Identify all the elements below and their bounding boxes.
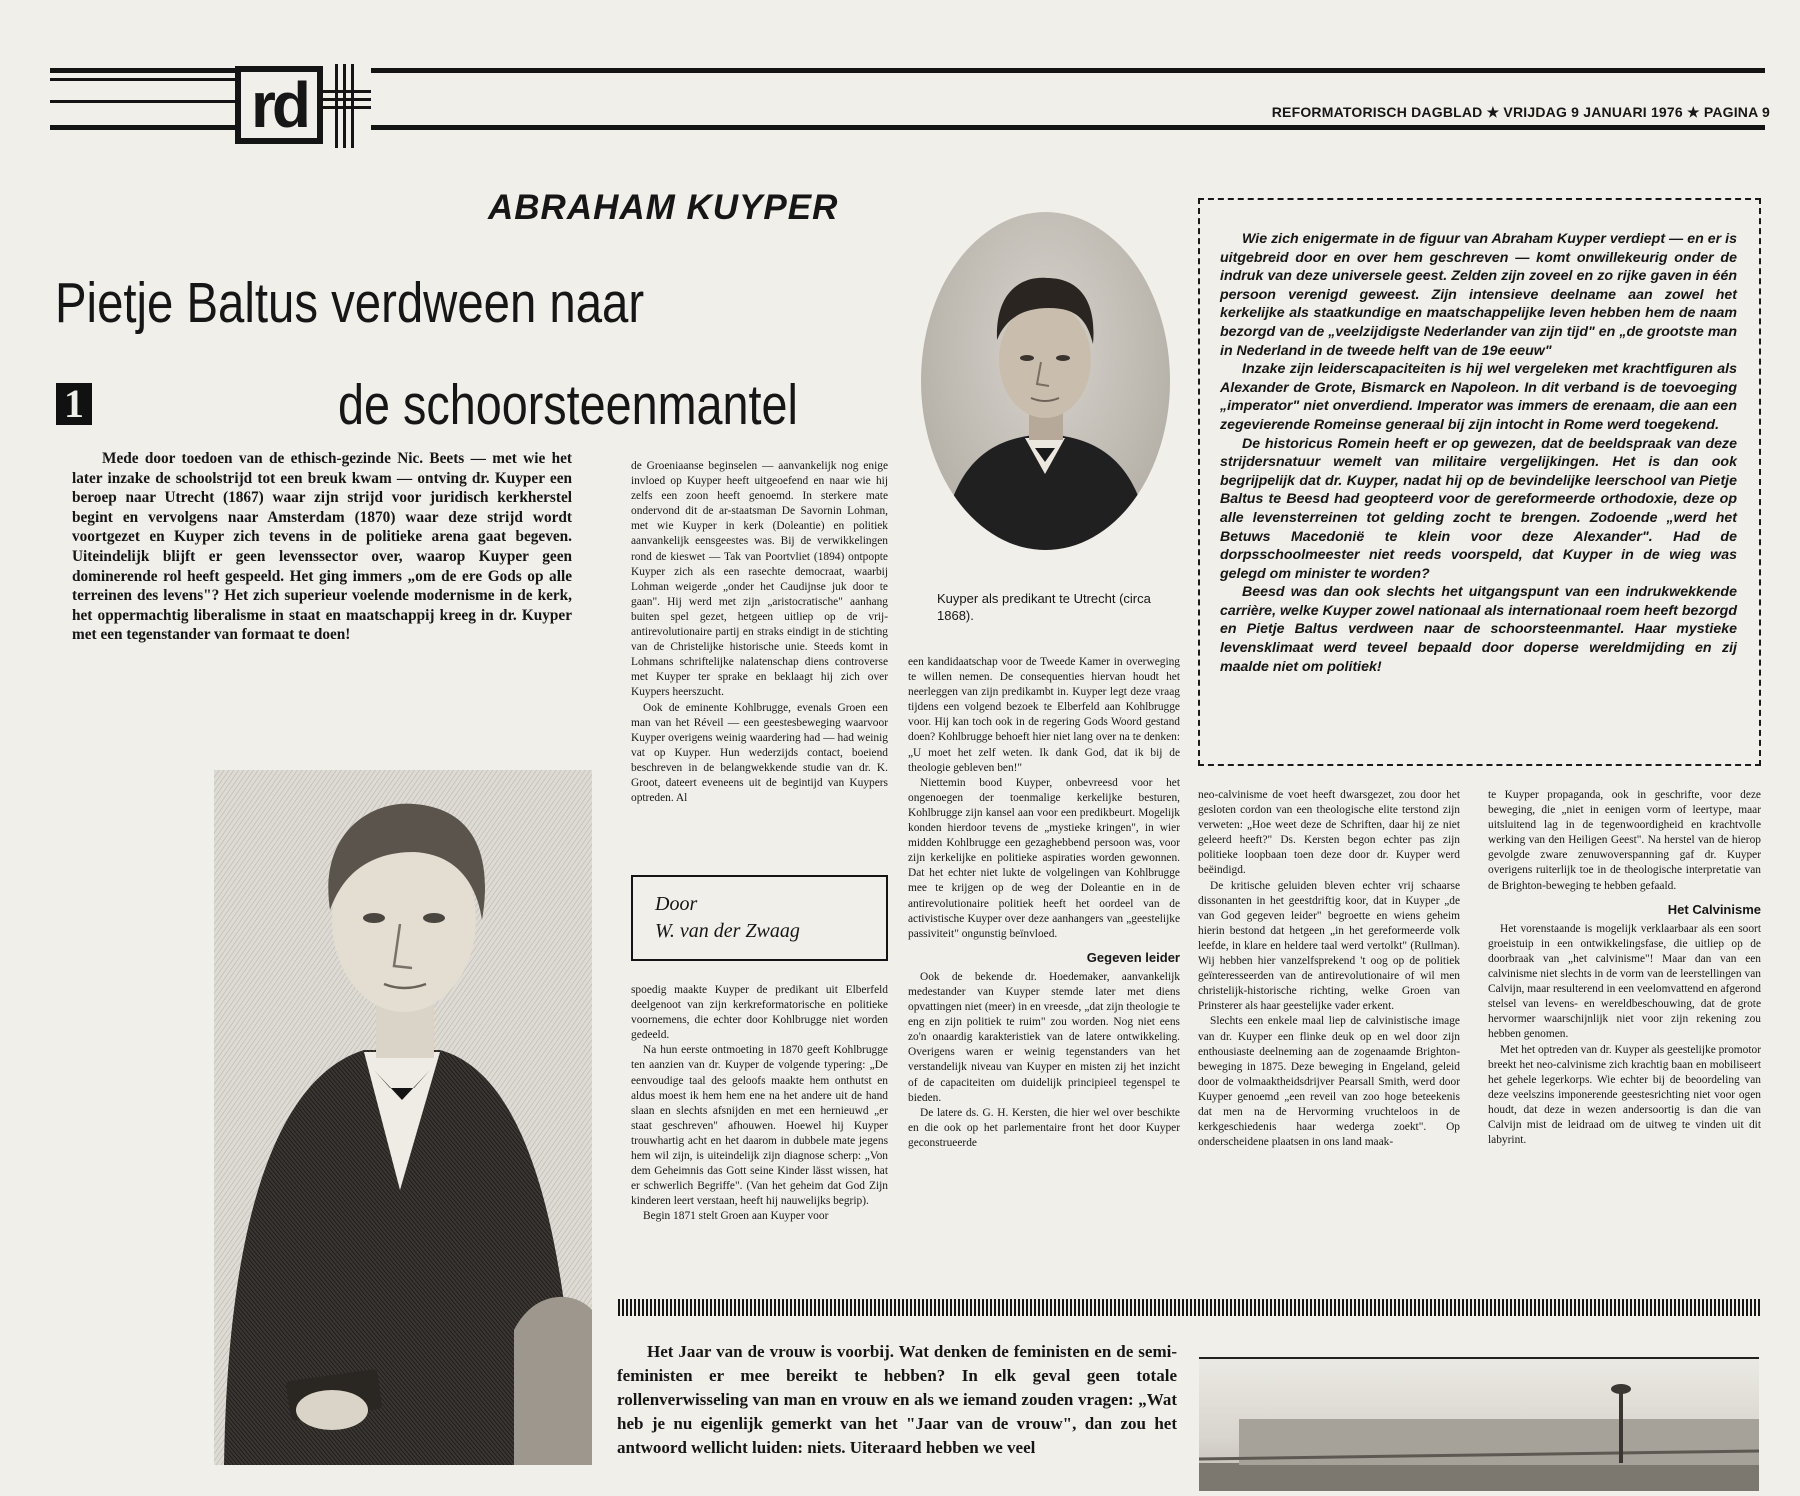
paragraph: Het vorenstaande is mogelijk verklaarbaar als een soort groeistuip in een ontwikkelingsfase, die uitliep op de doorbraak van „het calvinisme"! Maar dan van een calvinisme niet slechts in de vorm van de leerstellingen van Calvijn, maar resulterend in een veelomvattend en afgerond stelsel van levens- en wereldbeschouwing, dat de grote hervormer waarschijnlijk niet voor zijn rekening zou hebben genomen.: [1488, 922, 1761, 1041]
sidebar-quote-box: [1198, 198, 1761, 766]
paragraph: de Groeniaanse beginselen — aanvankelijk nog enige invloed op Kuyper heeft uitgeoefend en naar wie hij zelfs een zoon heeft genoemd. In sterkere mate ondervond dit de ar-staatsman De Savornin Lohman, met wie Kuyper in kerk (Doleantie) en politiek aanvankelijk eensgeestes was. Bij de verwikkelingen rond de kieswet — Tak van Poortvliet (1894) ontpopte Kuyper zich als een rasechte democraat, waarbij Lohman weigerde „onder het Caudijnse juk door te gaan". Hij werd met zijn „aristocratische" aanhang buiten spel gezet, hetgeen uitliep op de vrij-antirevolutionaire partij en straks eindigt in de stichting van de Christelijke historische unie. Steeds komt in Lohmans schriftelijke nalatenschap diens controverse met Kuyper ter sprake en beklaagt hij zich over Kuypers heerszucht.: [631, 460, 888, 699]
masthead-rule-bottom-right: [371, 125, 1765, 130]
masthead-rule-bottom: [50, 125, 235, 130]
sidebar-paragraph: De historicus Romein heeft er op gewezen, dat de beeldspraak van deze strijdersnatuur wemelt van militaire vergelijkingen. Het is dan ook begrijpelijk dat dr. Kuyper, nadat hij op de bevindelijke leerschool van Pietje Baltus te Beesd had geopteerd voor de gereformeerde orthodoxie, deze op alle levensterreinen tot gelding zocht te brengen. Zodoende „werd het Betuws Macedonië te klein voor deze Alexander". Had de dorpsschoolmeester niet reeds voorspeld, dat Kuyper in de wieg was gelegd om minister te worden?: [1220, 435, 1737, 582]
masthead-rule-mid-left: [50, 100, 235, 103]
newspaper-logo: rd: [235, 66, 323, 144]
byline-box: [631, 875, 888, 961]
article-column-2: [631, 459, 888, 806]
photo-caption: Kuyper als predikant te Utrecht (circa 1868).: [937, 591, 1151, 623]
paragraph: spoedig maakte Kuyper de predikant uit Elberfeld deelgenoot van zijn kerkreformatorische en politieke voornemens, die echter door Kohlbrugge niet worden gedeeld.: [631, 984, 888, 1042]
article-lead: Mede door toedoen van de ethisch-gezinde Nic. Beets — met wie het later inzake de schoolstrijd tot een breuk kwam — ontving dr. Kuyper een beroep naar Utrecht (1867) waar zijn strijd voor juridisch kerkherstel begint en vervolgens naar Amsterdam (1870) waar deze strijd wordt voortgezet en Kuyper zich tevens in de politieke arena gaat begeven. Uiteindelijk blijft er geen levenssector over, waarop Kuyper geen dominerende rol heeft gespeeld. Het ging immers „om de ere Gods op alle terreinen des levens"? Het zich superieur voelende modernisme in de kerk, het oppermachtig liberalisme in staat en maatschappij kreeg in dr. Kuyper met een tegenstander van formaat te doen!: [72, 450, 572, 644]
paragraph: Begin 1871 stelt Groen aan Kuyper voor: [643, 1210, 829, 1223]
paragraph: te Kuyper propaganda, ook in geschrifte, voor deze beweging, die „niet in eenigen vorm of leertype, maar uitsluitend lag in de tegenwoordigheid en krachtvolle werking van den Heiligen Geest". Na herstel van de hierop gevolgde zware zenuwoverspanning gaf dr. Kuyper overigens ruiterlijk toe in de theologische interpretatie van de Brighton-beweging te hebben gefaald.: [1488, 789, 1761, 892]
article-column-2-continued: [631, 983, 888, 1225]
masthead-cross-icon: [323, 64, 371, 148]
kuyper-engraving-portrait: [214, 770, 592, 1465]
masthead-rule-top: [50, 68, 235, 73]
paragraph: een kandidaatschap voor de Tweede Kamer in overweging te willen nemen. De consequenties hiervan houdt het neerleggen van zijn predikambt in. Kuyper legt deze vraag tijdens een volgend bezoek te Elberfeld aan Kohlbrugge voor. Hij kan toch ook in de regering Gods Woord gestand doen? Kohlbrugge behoeft hier niet lang over na te denken: „U moet het zelf weten. Ik dank God, dat ik bij de theologie gebleven ben!": [908, 656, 1180, 774]
paragraph: De kritische geluiden bleven echter vrij schaarse dissonanten in het geestdriftig koor, dat in Kuyper „de van God gegeven leider" begroette en wiens geheim hierin bestond dat hetgeen „in het gereformeerde volk leefde, in klare en heldere taal werd vertolkt" (Rullman). Wij hebben hier vanzelfsprekend 't oog op de politiek geïnteresseerden van de antirevolutionaire of wil men christelijk-historische richting, welke Groen van Prinsterer als haar geestelijke vader erkent.: [1198, 879, 1460, 1013]
sidebar-paragraph: Wie zich enigermate in de figuur van Abraham Kuyper verdiept — en er is uitgebreid door en over hem geschreven — komt onwillekeurig onder de indruk van deze universele geest. Zelden zijn zoveel en zo rijke gaven in één persoon verenigd geweest. Zijn intensieve deelname aan zowel het kerkelijke als staatkundige en maatschappelijke leven hebben hem de naam bezorgd van de „veelzijdigste Nederlander van zijn tijd" en „de grootste man in Nederland in de tweede helft van de 19e eeuw": [1220, 231, 1737, 359]
masthead-rule-top-2: [50, 78, 235, 81]
next-article-lead: Het Jaar van de vrouw is voorbij. Wat denken de feministen en de semi-feministen er mee bereikt te hebben? In elk geval geen totale rollenverwisseling van man en vrouw en als we iemand zouden vragen: „Wat heb je nu eigenlijk gemerkt van het "Jaar van de vrouw", dan zou het antwoord wellicht luiden: niets. Uiteraard hebben we veel: [617, 1342, 1177, 1457]
section-separator: [618, 1299, 1760, 1316]
paragraph: Ook de eminente Kohlbrugge, evenals Groen een man van het Réveil — een geestesbeweging waarvoor Kuyper overigens weinig waardering had — had weinig vat op Kuyper. Hun wederzijds contact, boeiend beschreven in de belangwekkende studie van dr. K. Groot, dateert eveneens uit de begintijd van Kuypers optreden. Al: [631, 701, 888, 805]
kuyper-utrecht-photo: [921, 212, 1170, 550]
sidebar-paragraph: Inzake zijn leiderscapaciteiten is hij wel vergeleken met krachtfiguren als Alexander de Grote, Bismarck en Napoleon. In dit verband is de toevoeging „imperator" niet onverdiend. Imperator was immers de erenaam, die aan een zegevierende Romeinse generaal bij zijn intocht in Rome werd toegekend.: [1220, 361, 1737, 433]
next-article-photo: [1199, 1357, 1759, 1491]
paragraph: Na hun eerste ontmoeting in 1870 geeft Kohlbrugge ten aanzien van dr. Kuyper de volgende typering: „De eenvoudige taal des geloofs maakte hem onthutst en aldus moest ik hem hem ene na het andere uit de hand slaan en slechts afsnijden en met een hernieuwd „er staat geschreven" afhouwen. Hoewel hij Kuyper trouwhartig acht en het daarom in dubbele mate jegens hem wil zijn, is uiteindelijk zijn diagnose scherp: „Von dem Geheimnis das Gott seine Kinder lässt wissen, hat er schwerlich Begriffe". (Van het geheim dat God Zijn kinderen leert verstaan, heeft hij nauwelijks begrip).: [631, 1044, 888, 1208]
sidebar-paragraph: Beesd was dan ook slechts het uitgangspunt van een indrukwekkende carrière, welke Kuyper zowel nationaal als internationaal roem heeft bezorgd en Pietje Baltus verdween naar de schoorsteenmantel. Haar mystieke levensklimaat werd teveel bepaald door doperse wereldmijding en zij maalde niet om politiek!: [1220, 584, 1737, 675]
paragraph: Niettemin bood Kuyper, onbevreesd voor het ongenoegen der toenmalige kerkelijke besturen, Kohlbrugge zijn kansel aan voor een predikbeurt. Mogelijk konden hierdoor tevens de „mystieke kringen", in wier midden Kohlbrugge een gezaghebbend persoon was, voor zijn kerkelijke en politieke aspiraties worden gewonnen. Dat het echter niet lukte de volgelingen van Kohlbrugge mee te krijgen op de weg der Doleantie en in de antirevolutionaire politiek heeft het oordeel van de activistische Kuyper over deze aanhangers van „geestelijke passiviteit" ongunstig beïnvloed.: [908, 776, 1180, 940]
paragraph: De latere ds. G. H. Kersten, die hier wel over beschikte en die ook op het parlementaire front het door Kuyper geconstrueerde: [908, 1106, 1180, 1149]
subheading-het-calvinisme: Het Calvinisme: [1667, 901, 1761, 917]
subheading-gegeven-leider: Gegeven leider: [1086, 949, 1180, 965]
masthead-rule-top-right: [371, 68, 1765, 73]
byline-author: W. van der Zwaag: [655, 920, 800, 942]
article-column-4: [1198, 788, 1460, 1150]
article-kicker: ABRAHAM KUYPER: [488, 188, 839, 227]
paragraph: Ook de bekende dr. Hoedemaker, aanvankelijk medestander van Kuyper stemde later met diens opvattingen niet (meer) in en vreesde, „dat zijn theologie te eng en zijn politiek te ruim" zou worden. Nog niet eens zo'n onaardig karakteristiek van de latere ontwikkeling. Overigens waren er weinig tegenstanders van het verstandelijk niveau van Kuyper en misten zij het inzicht of de capaciteiten om duidelijk principieel tegenspel te bieden.: [908, 970, 1180, 1104]
byline-door: Door: [655, 893, 698, 915]
paragraph: Slechts een enkele maal liep de calvinistische image van dr. Kuyper een flinke deuk op en wel door zijn enthousiaste deelneming aan de zogenaamde Brighton-beweging in 1875. Deze beweging in Engeland, geleid door de volmaaktheidsdrijver Pearsall Smith, werd door Kuyper genoemd „een reveil van zoo hoge beteekenis dat men na de Hervorming vruchteloos in de kerkgeschiedenis haar wederga zoekt". Op onderscheidene plaatsen in ons land maak-: [1198, 1015, 1460, 1149]
paragraph: neo-calvinisme de voet heeft dwarsgezet, zou door het gesloten cordon van een theologische elite terstond zijn verweten: „Hoe weet deze de Schriften, daar hij ze niet geleerd heeft?" Ds. Kersten begon echter pas zijn politieke loopbaan toen deze door dr. Kuyper werd beëindigd.: [1198, 789, 1460, 877]
headline-line-2: de schoorsteenmantel: [338, 373, 798, 437]
article-column-5: [1488, 788, 1761, 1148]
headline-line-1: Pietje Baltus verdween naar: [55, 271, 645, 335]
series-part-number: 1: [56, 383, 92, 425]
article-column-3: [908, 655, 1180, 1151]
masthead-date-info: REFORMATORISCH DAGBLAD ★ VRIJDAG 9 JANUARI 1976 ★ PAGINA 9: [1271, 104, 1770, 120]
paragraph: Met het optreden van dr. Kuyper als geestelijke promotor breekt het neo-calvinisme zich krachtig baan en mobiliseert het gehele legerkorps. Wie echter bij de beoordeling van deze veelszins imponerende geestesrichting niet voor ogen houdt, dat deze in wezen andersoortig is dan die van Calvijn mist de leidraad om de uitweg te vinden uit dit labyrint.: [1488, 1043, 1761, 1147]
